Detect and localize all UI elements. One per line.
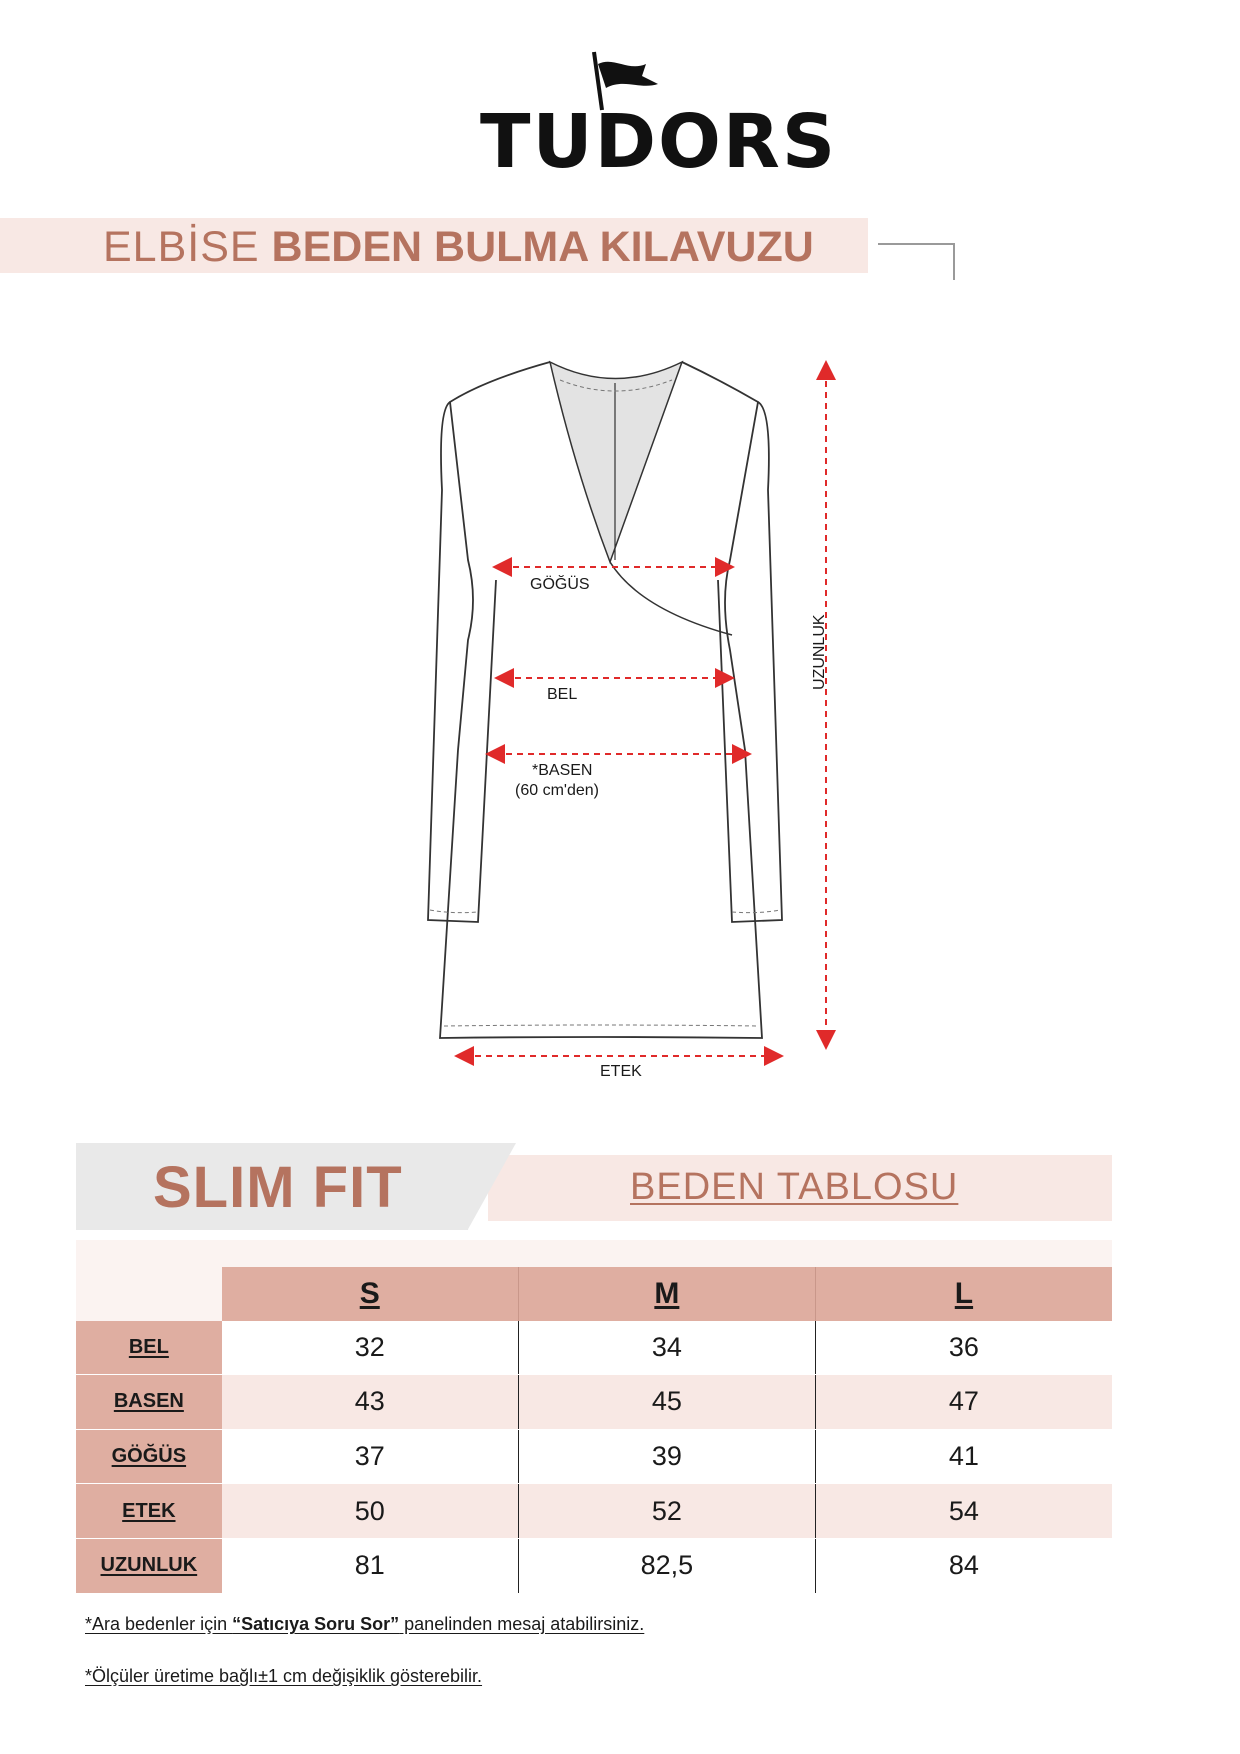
table-row xyxy=(76,1321,1112,1375)
table-cell: 50 xyxy=(222,1484,519,1538)
basen-sublabel: (60 cm'den) xyxy=(515,782,599,799)
gogus-label: GÖĞÜS xyxy=(530,576,590,593)
dress-illustration xyxy=(400,350,860,1100)
table-corner xyxy=(76,1267,222,1321)
row-label: BASEN xyxy=(76,1375,222,1429)
table-cell: 34 xyxy=(519,1321,816,1375)
table-cell: 32 xyxy=(222,1321,519,1375)
note1-post: panelinden mesaj atabilirsiniz. xyxy=(399,1614,645,1634)
table-header-row xyxy=(76,1267,1112,1321)
table-row xyxy=(76,1429,1112,1484)
row-label: BEL xyxy=(76,1321,222,1375)
uzunluk-label: UZUNLUK xyxy=(811,614,828,690)
note-tolerance: *Ölçüler üretime bağlı±1 cm değişiklik gösterebilir. xyxy=(85,1666,483,1686)
note-intermediate-sizes xyxy=(85,1612,644,1636)
title-main: BEDEN BULMA KILAVUZU xyxy=(271,223,814,271)
table-row xyxy=(76,1538,1112,1593)
row-label: UZUNLUK xyxy=(76,1539,222,1593)
table-cell: 47 xyxy=(816,1375,1112,1429)
title-prefix: ELBİSE xyxy=(103,223,260,271)
table-cell: 39 xyxy=(519,1430,816,1484)
dress-diagram xyxy=(400,350,860,1100)
table-cell: 52 xyxy=(519,1484,816,1538)
size-table xyxy=(76,1267,1112,1593)
table-row xyxy=(76,1374,1112,1429)
page-title xyxy=(103,222,814,272)
table-cell: 36 xyxy=(816,1321,1112,1375)
fit-name: SLIM FIT xyxy=(153,1155,403,1220)
note1-pre: *Ara bedenler için xyxy=(85,1614,233,1634)
table-cell: 81 xyxy=(222,1539,519,1593)
table-title: BEDEN TABLOSU xyxy=(630,1166,959,1208)
table-cell: 43 xyxy=(222,1375,519,1429)
table-cell: 41 xyxy=(816,1430,1112,1484)
table-cell: 45 xyxy=(519,1375,816,1429)
table-cell: 54 xyxy=(816,1484,1112,1538)
bel-label: BEL xyxy=(547,686,578,703)
column-header: M xyxy=(519,1267,816,1321)
table-top-band xyxy=(76,1240,1112,1270)
column-header: S xyxy=(222,1267,519,1321)
brand-logo xyxy=(470,50,838,185)
corner-line-decoration xyxy=(878,243,955,280)
row-label: ETEK xyxy=(76,1484,222,1538)
note1-bold: “Satıcıya Soru Sor” xyxy=(232,1614,400,1634)
table-cell: 84 xyxy=(816,1539,1112,1593)
etek-label: ETEK xyxy=(600,1063,642,1080)
basen-label: *BASEN xyxy=(532,762,593,779)
row-label: GÖĞÜS xyxy=(76,1430,222,1484)
table-cell: 37 xyxy=(222,1430,519,1484)
logo-text: TUDORS xyxy=(480,99,838,185)
column-header: L xyxy=(816,1267,1112,1321)
table-row xyxy=(76,1483,1112,1538)
table-cell: 82,5 xyxy=(519,1539,816,1593)
